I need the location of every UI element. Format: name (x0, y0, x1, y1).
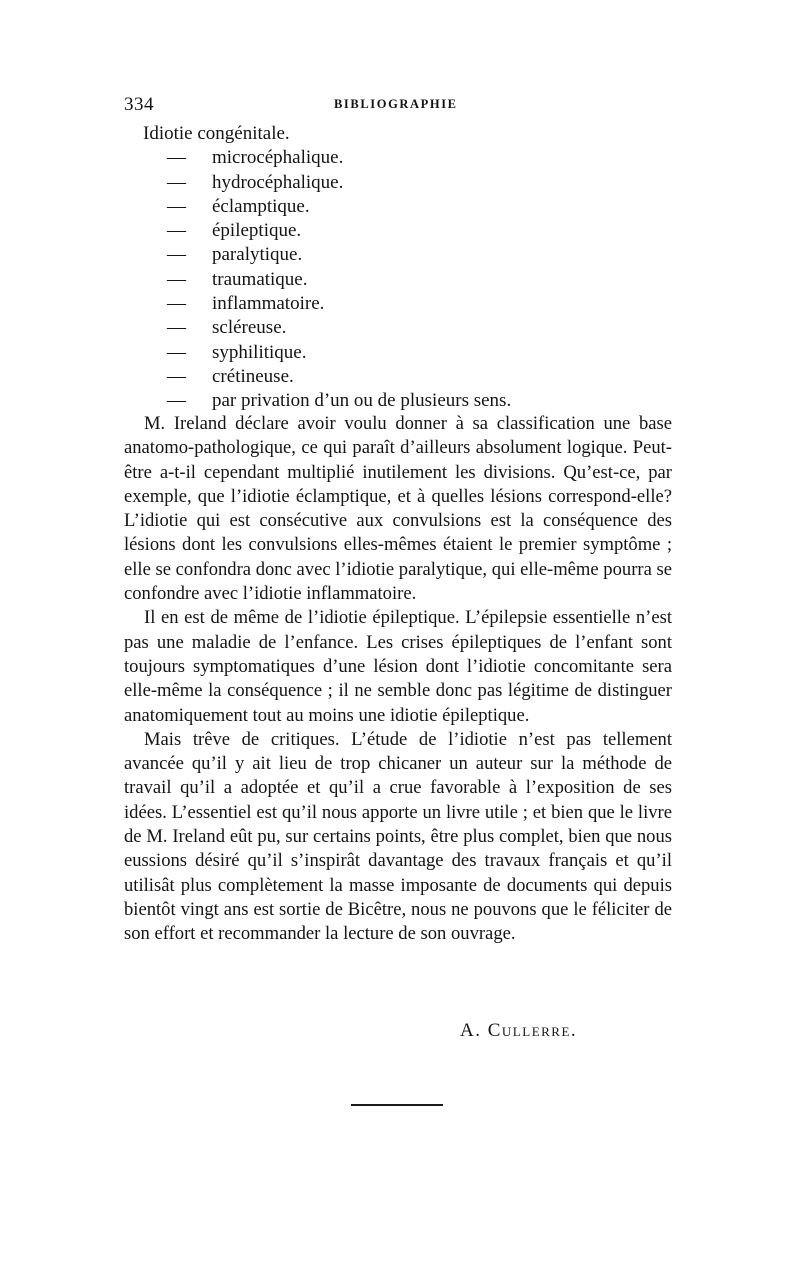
list-item (143, 292, 683, 316)
list-item-term: éclamptique. (212, 195, 310, 217)
em-dash: — (167, 195, 186, 217)
paragraph: Il en est de même de l’idiotie épileptique. L’épilepsie essentielle n’est pas une maladie de l’enfance. Les crises épileptiques de l’enfant sont toujours symptomatiques d’une lésion dont l’idiotie concomitante sera elle-même la conséquence ; il ne semble donc pas légitime de distinguer anatomiquement tout au moins une idiotie épileptique. (124, 607, 672, 726)
author-signature (460, 1020, 620, 1042)
list-item-term: paralytique. (212, 244, 303, 266)
signature-surname-initial: C (487, 1020, 502, 1041)
paragraph: M. Ireland déclare avoir voulu donner à sa classification une base anatomo-pathologique, ce qui paraît d’ailleurs absolument logique. Peut-être a-t-il cependant multiplié inutilement les divisions. Qu’est-ce, par exemple, que l’idiotie éclamptique, et à quelles lésions correspond-elle? L’idiotie qui est consécutive aux convulsions est la conséquence des lésions dont les convulsions elles-mêmes étaient le premier symptôme ; elle se confondra donc avec l’idiotie paralytique, qui elle-même pourra se confondre avec l’idiotie inflammatoire. (124, 413, 672, 605)
end-rule-divider (351, 1104, 443, 1106)
list-item (143, 219, 683, 243)
em-dash: — (167, 390, 186, 412)
signature-initial: A. (460, 1020, 482, 1041)
list-item (143, 171, 683, 195)
list-item-term: scléreuse. (212, 317, 287, 339)
em-dash: — (167, 171, 186, 193)
em-dash: — (167, 220, 186, 242)
list-item (143, 146, 683, 170)
em-dash: — (167, 244, 186, 266)
page-header (124, 94, 672, 118)
list-item (143, 365, 683, 389)
body-text (124, 412, 672, 947)
em-dash: — (167, 268, 186, 290)
list-heading-text: Idiotie congénitale. (143, 123, 290, 144)
list-item (143, 195, 683, 219)
em-dash: — (167, 341, 186, 363)
idiotie-classification-list (143, 122, 683, 414)
running-head: BIBLIOGRAPHIE (334, 97, 458, 111)
list-item-term: par privation d’un ou de plusieurs sens. (212, 390, 512, 412)
list-heading (143, 122, 683, 146)
list-item-term: crétineuse. (212, 365, 294, 387)
list-item (143, 268, 683, 292)
em-dash: — (167, 293, 186, 315)
list-item-term: épileptique. (212, 220, 302, 242)
paragraph: Mais trêve de critiques. L’étude de l’idiotie n’est pas tellement avancée qu’il y ait lieu de trop chicaner un auteur sur la méthode de travail qu’il a adoptée et qu’il a crue favorable à l’exposition de ses idées. L’essentiel est qu’il nous apporte un livre utile ; et bien que le livre de M. Ireland eût pu, sur certains points, être plus complet, bien que nous eussions désiré qu’il s’inspirât davantage des travaux français et qu’il utilisât plus complètement la masse imposante de documents qui depuis bientôt vingt ans est sortie de Bicêtre, nous ne pouvons que le féliciter de son effort et recommander la lecture de son ouvrage. (124, 728, 672, 945)
list-item (143, 243, 683, 267)
em-dash: — (167, 365, 186, 387)
list-item-term: microcéphalique. (212, 147, 344, 169)
list-item (143, 341, 683, 365)
signature-surname-rest: ullerre. (501, 1020, 578, 1041)
em-dash: — (167, 147, 186, 169)
list-item (143, 316, 683, 340)
page-number: 334 (124, 94, 154, 115)
list-item-term: syphilitique. (212, 341, 307, 363)
list-item-term: hydrocéphalique. (212, 171, 344, 193)
list-item-term: traumatique. (212, 268, 308, 290)
list-item-term: inflammatoire. (212, 293, 325, 315)
em-dash: — (167, 317, 186, 339)
list-item (143, 389, 683, 413)
